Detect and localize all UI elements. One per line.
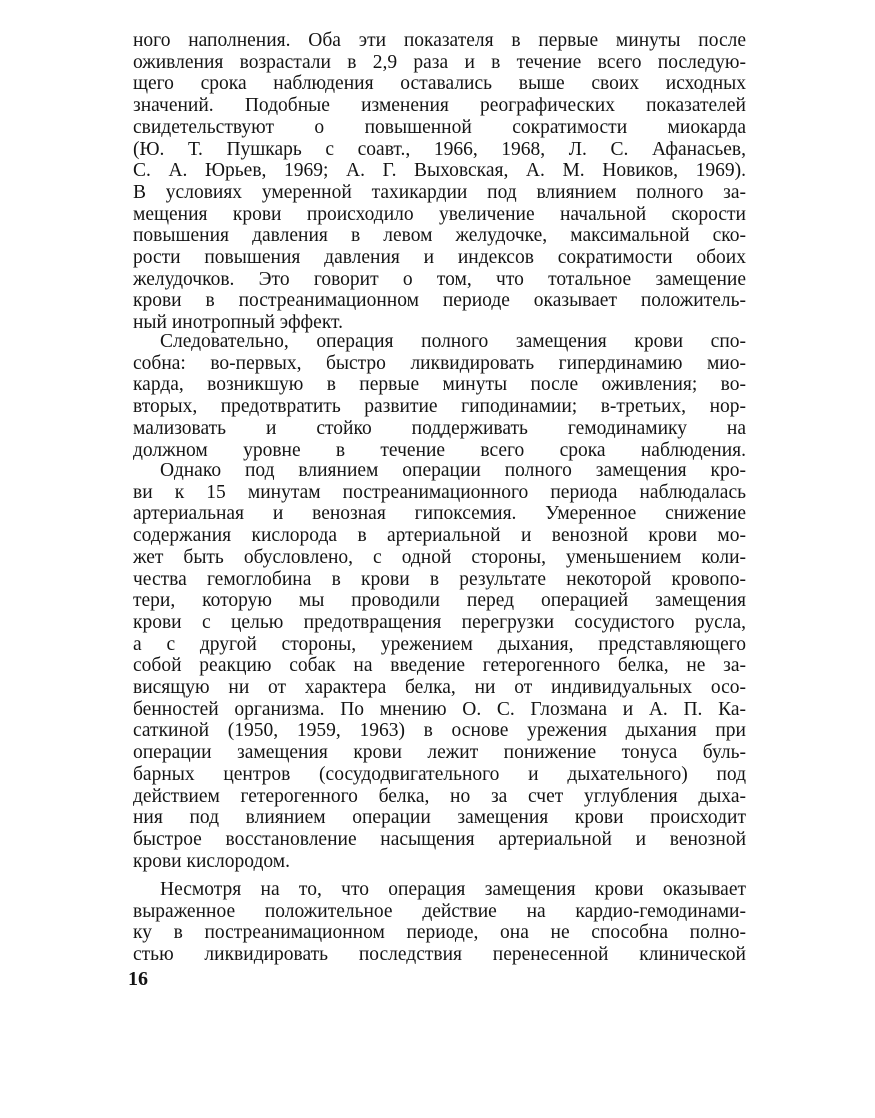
text-line: собна: во-первых, быстро ликвидировать гипердинамию мио-: [133, 352, 746, 374]
text-line: вторых, предотвратить развитие гиподинамии; в-третьих, нор-: [133, 396, 746, 418]
text-line: барных центров (сосудодвигательного и дыхательного) под: [133, 763, 746, 785]
text-line: операции замещения крови лежит понижение тонуса буль-: [133, 742, 746, 764]
text-line: значений. Подобные изменения реографических показателей: [133, 95, 746, 117]
text-line: быстрое восстановление насыщения артериальной и венозной: [133, 828, 746, 850]
text-line: бенностей организма. По мнению О. С. Глозмана и А. П. Ка-: [133, 698, 746, 720]
text-line: собой реакцию собак на введение гетерогенного белка, не за-: [133, 655, 746, 677]
text-line: действием гетерогенного белка, но за счет углубления дыха-: [133, 785, 746, 807]
text-line: мещения крови происходило увеличение начальной скорости: [133, 203, 746, 225]
text-line: В условиях умеренной тахикардии под влиянием полного за-: [133, 181, 746, 203]
text-line: крови с целью предотвращения перегрузки сосудистого русла,: [133, 611, 746, 633]
text-line: тери, которую мы проводили перед операцией замещения: [133, 590, 746, 612]
text-line: содержания кислорода в артериальной и венозной крови мо-: [133, 525, 746, 547]
text-line: артериальная и венозная гипоксемия. Умеренное снижение: [133, 503, 746, 525]
text-line: крови в постреанимационном периоде оказывает положитель-: [133, 290, 746, 312]
text-line: С. А. Юрьев, 1969; А. Г. Выховская, А. М. Новиков, 1969).: [133, 160, 746, 182]
text-line: ного наполнения. Оба эти показателя в первые минуты после: [133, 30, 746, 51]
text-line: выраженное положительное действие на кардио-гемодинами-: [133, 900, 746, 922]
text-line: Следовательно, операция полного замещения крови спо-: [160, 331, 746, 352]
text-line: (Ю. Т. Пушкарь с соавт., 1966, 1968, Л. С. Афанасьев,: [133, 138, 746, 160]
text-line: желудочков. Это говорит о том, что тотальное замещение: [133, 268, 746, 290]
text-line: ния под влиянием операции замещения крови происходит: [133, 807, 746, 829]
text-line: саткиной (1950, 1959, 1963) в основе урежения дыхания при: [133, 720, 746, 742]
text-line: должном уровне в течение всего срока наблюдения.: [133, 439, 746, 461]
text-line: щего срока наблюдения оставались выше своих исходных: [133, 73, 746, 95]
text-line: жет быть обусловлено, с одной стороны, уменьшением коли-: [133, 546, 746, 568]
text-line: стью ликвидировать последствия перенесенной клинической: [133, 944, 746, 966]
text-line: чества гемоглобина в крови в результате некоторой кровопо-: [133, 568, 746, 590]
text-line: а с другой стороны, урежением дыхания, представляющего: [133, 633, 746, 655]
text-line: повышения давления в левом желудочке, максимальной ско-: [133, 225, 746, 247]
text-line: крови кислородом.: [133, 850, 290, 872]
text-line: ви к 15 минутам постреанимационного периода наблюдалась: [133, 481, 746, 503]
page-number: 16: [128, 968, 148, 990]
text-line: Однако под влиянием операции полного замещения кро-: [160, 460, 746, 481]
text-line: ный инотропный эффект.: [133, 312, 343, 334]
text-line: оживления возрастали в 2,9 раза и в течение всего последую-: [133, 51, 746, 73]
text-line: свидетельствуют о повышенной сократимости миокарда: [133, 116, 746, 138]
text-line: мализовать и стойко поддерживать гемодинамику на: [133, 417, 746, 439]
text-line: карда, возникшую в первые минуты после оживления; во-: [133, 374, 746, 396]
text-line: ку в постреанимационном периоде, она не способна полно-: [133, 922, 746, 944]
text-line: Несмотря на то, что операция замещения крови оказывает: [160, 879, 746, 900]
text-line: висящую ни от характера белка, ни от индивидуальных осо-: [133, 677, 746, 698]
text-line: рости повышения давления и индексов сократимости обоих: [133, 247, 746, 268]
